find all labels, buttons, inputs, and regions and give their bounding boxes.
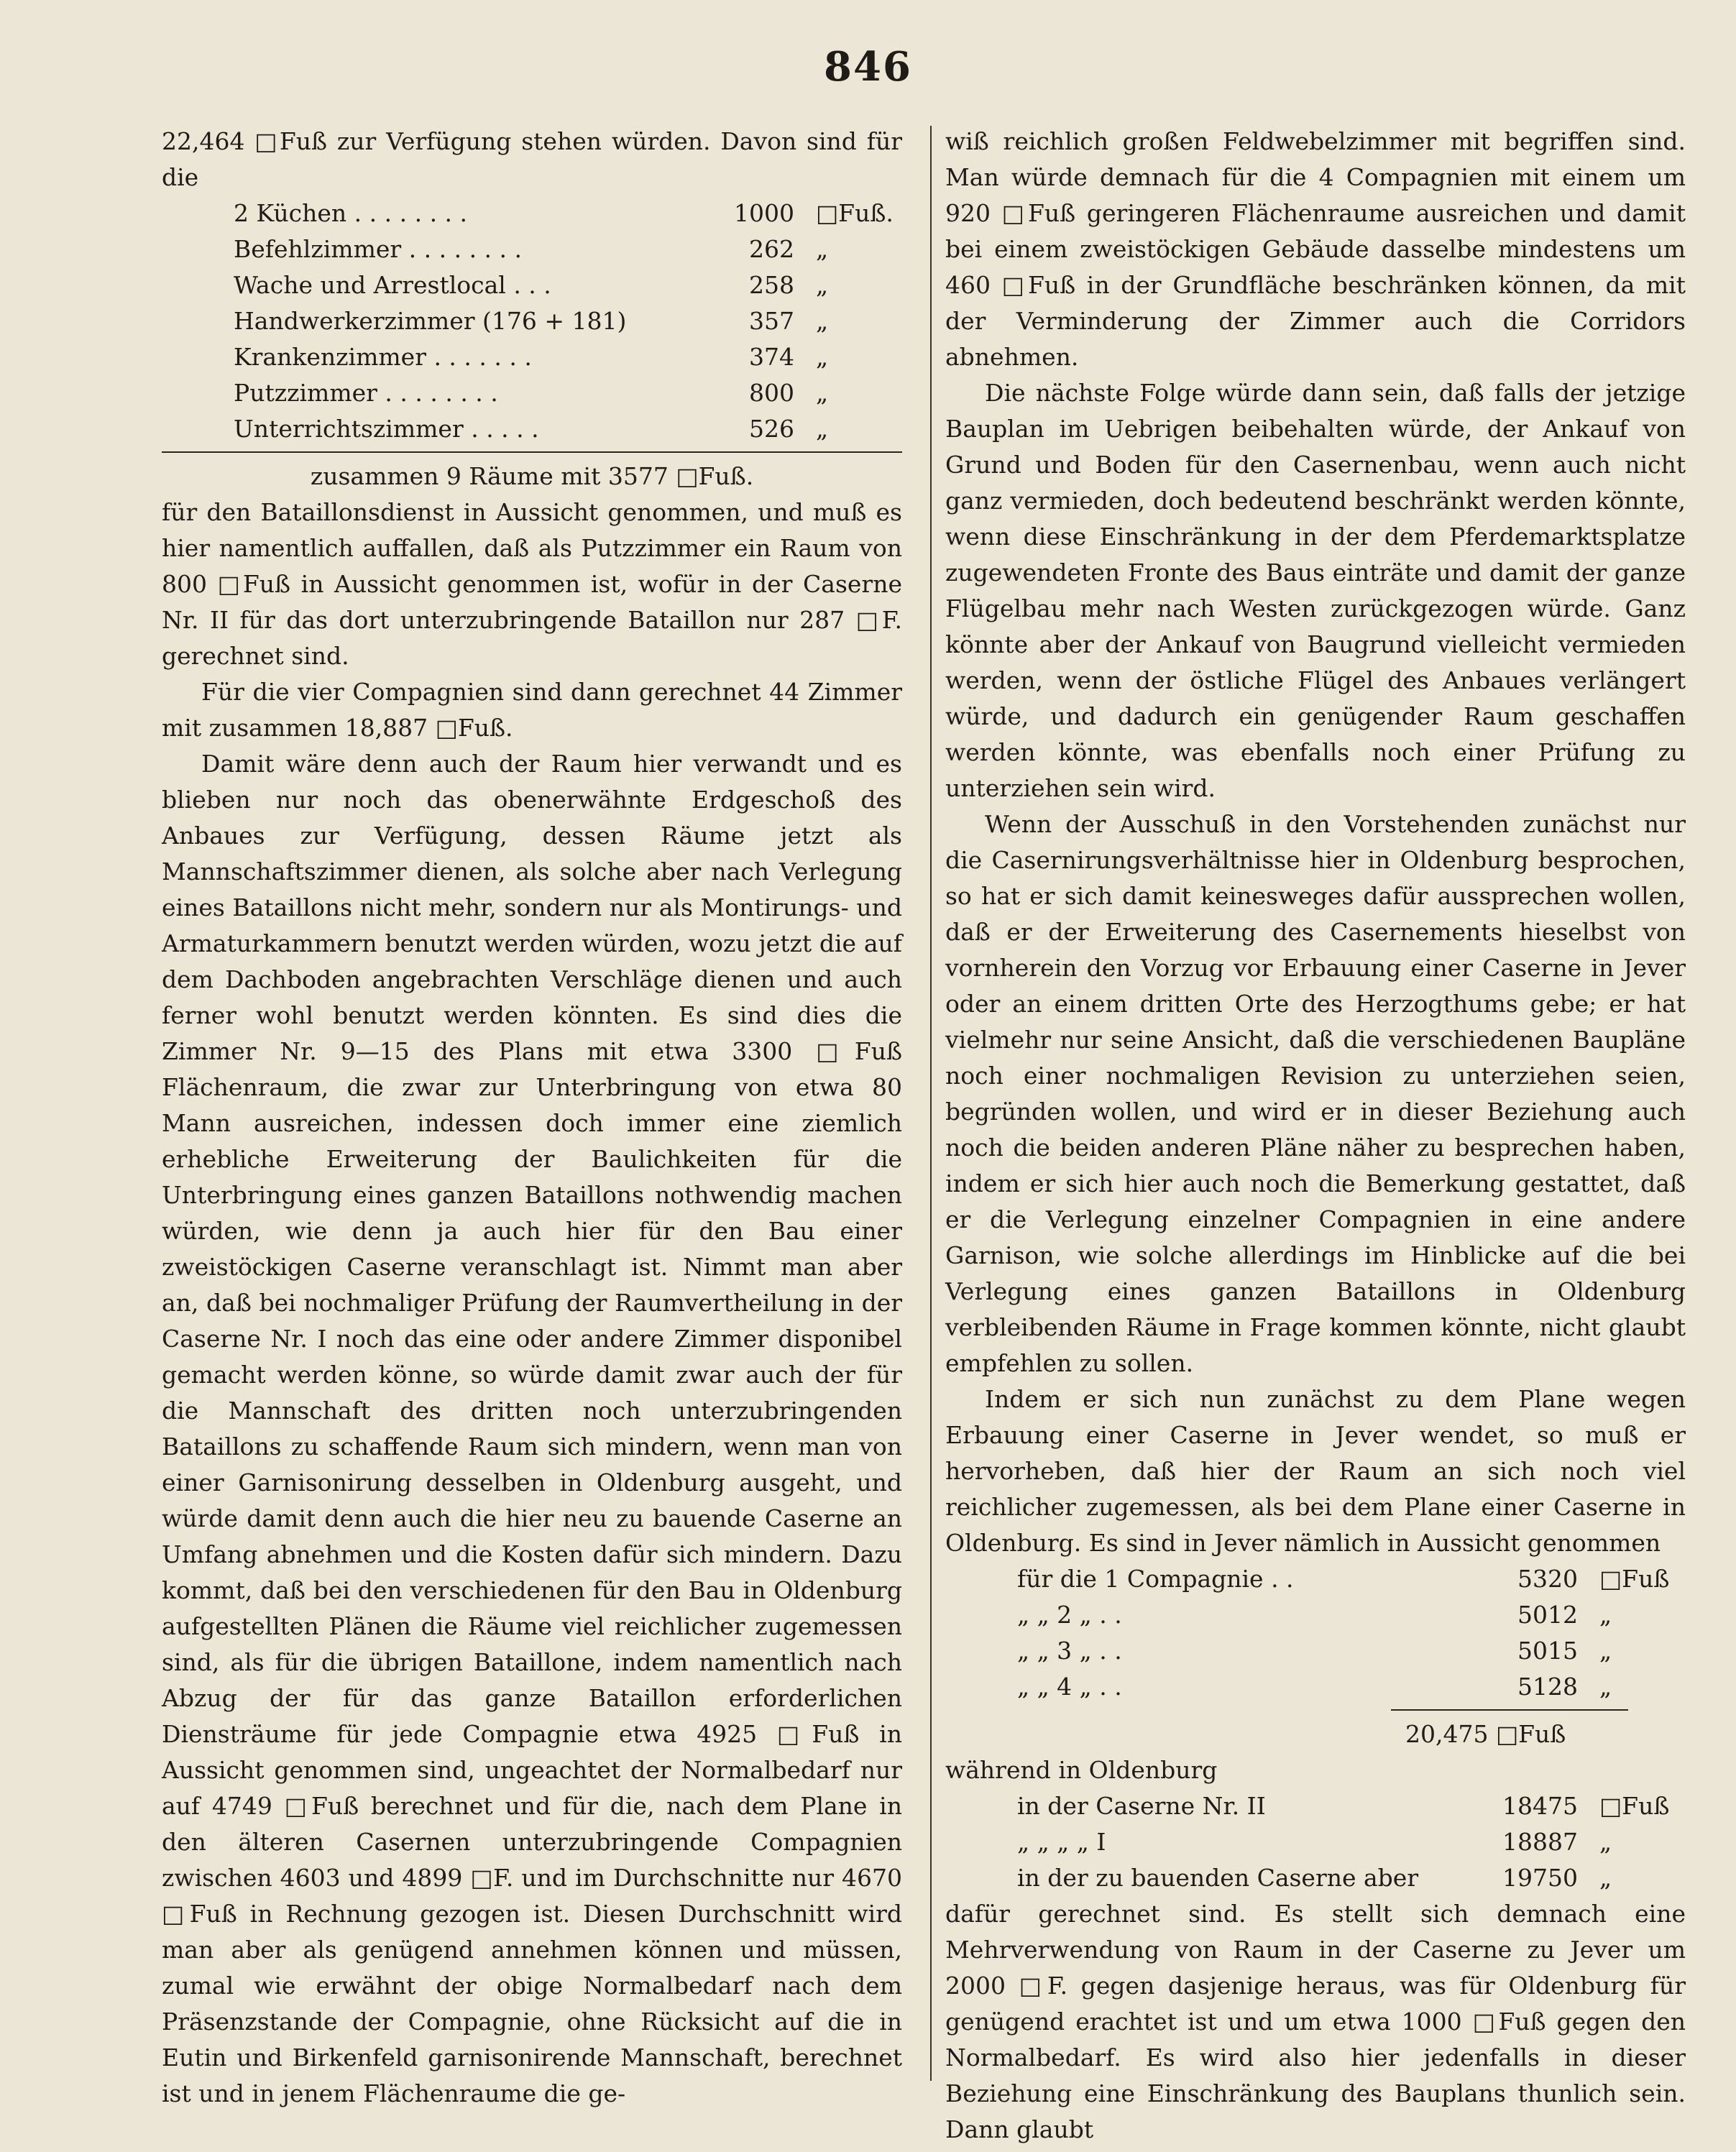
jever-row	[945, 1561, 1686, 1597]
room-row-label: Krankenzimmer . . . . . . .	[234, 343, 532, 371]
jever-row-value: 5015	[1517, 1637, 1578, 1665]
room-row-unit: „	[816, 415, 829, 443]
room-row-label: Handwerkerzimmer (176 + 181)	[234, 307, 627, 335]
right-paragraph-5: dafür gerechnet sind. Es stellt sich demnach eine Mehrverwendung von Raum in der Caserne zu Jever um 2000 □F. gegen dasjenige heraus, was für Oldenburg für genügend erachtet ist und um etwa 1000 □Fuß gegen den Normalbedarf. Es wird also hier jedenfalls in dieser Beziehung eine Einschränkung des Bauplans thunlich sein. Dann glaubt	[945, 1900, 1686, 2143]
jever-row-unit: „	[1599, 1601, 1612, 1629]
room-row-value: 258	[749, 271, 794, 299]
jever-row	[945, 1597, 1686, 1633]
left-column	[162, 124, 902, 2112]
intro-text: 22,464 □Fuß zur Verfügung stehen würden. Davon sind für die	[162, 127, 902, 191]
oldenburg-intro: während in Oldenburg	[945, 1756, 1218, 1784]
jever-row-label: „ „ 4 „ . .	[1017, 1673, 1122, 1701]
oldenburg-row	[945, 1860, 1686, 1896]
oldenburg-row-unit: „	[1599, 1828, 1612, 1856]
oldenburg-table	[945, 1788, 1686, 1896]
room-row-value: 526	[749, 415, 794, 443]
room-row-value: 374	[749, 343, 794, 371]
room-row-unit: „	[816, 379, 829, 407]
jever-row-value: 5128	[1517, 1673, 1578, 1701]
oldenburg-row-unit: „	[1599, 1864, 1612, 1892]
rooms-table	[162, 196, 902, 447]
jever-row	[945, 1669, 1686, 1705]
room-row-unit: „	[816, 271, 829, 299]
sum-rule	[162, 451, 902, 453]
room-row-label: Befehlzimmer . . . . . . . .	[234, 235, 522, 263]
room-row-label: 2 Küchen . . . . . . . .	[234, 199, 468, 227]
oldenburg-row	[945, 1824, 1686, 1860]
jever-row-unit: „	[1599, 1637, 1612, 1665]
oldenburg-row-unit: □Fuß	[1599, 1792, 1670, 1820]
rooms-total: zusammen 9 Räume mit 3577 □Fuß.	[310, 462, 754, 490]
right-paragraph-2: Die nächste Folge würde dann sein, daß falls der jetzige Bauplan im Uebrigen beibehalten würde, der Ankauf von Grund und Boden für den Casernenbau, wenn auch nicht ganz vermieden, doch bedeutend beschränkt werden könnte, wenn diese Einschränkung in der dem Pferdemarktsplatze zugewendeten Fronte des Baus einträte und damit der ganze Flügelbau mehr nach Westen zurückgezogen würde. Ganz könnte aber der Ankauf von Baugrund vielleicht vermieden werden, wenn der östliche Flügel des Anbaues verlängert würde, und dadurch ein genügender Raum geschaffen werden könnte, was ebenfalls noch einer Prüfung zu unterziehen sein wird.	[945, 379, 1686, 802]
jever-table	[945, 1561, 1686, 1705]
right-paragraph-1: wiß reichlich großen Feldwebelzimmer mit begriffen sind. Man würde demnach für die 4 Compagnien mit einem um 920 □Fuß geringeren Flächenraume ausreichen und damit bei einem zweistöckigen Gebäude dasselbe mindestens um 460 □Fuß in der Grundfläche beschränken können, da mit der Verminderung der Zimmer auch die Corridors abnehmen.	[945, 127, 1686, 371]
room-row-unit: „	[816, 307, 829, 335]
jever-row-unit: □Fuß	[1599, 1565, 1670, 1593]
room-row-value: 357	[749, 307, 794, 335]
column-divider	[930, 126, 932, 2081]
oldenburg-row-value: 18887	[1502, 1828, 1578, 1856]
room-row-unit: □Fuß.	[816, 199, 894, 227]
left-paragraph-1: für den Bataillonsdienst in Aussicht genommen, und muß es hier namentlich auffallen, daß als Putzzimmer ein Raum von 800 □Fuß in Aussicht genommen ist, wofür in der Caserne Nr. II für das dort unterzubringende Bataillon nur 287 □F. gerechnet sind.	[162, 498, 902, 670]
page-number: 846	[824, 43, 912, 91]
oldenburg-row-value: 18475	[1502, 1792, 1578, 1820]
oldenburg-row	[945, 1788, 1686, 1824]
jever-row-value: 5012	[1517, 1601, 1578, 1629]
jever-row-label: „ „ 3 „ . .	[1017, 1637, 1122, 1665]
room-row	[162, 196, 902, 231]
room-row-label: Unterrichtszimmer . . . . .	[234, 415, 539, 443]
oldenburg-row-value: 19750	[1502, 1864, 1578, 1892]
left-paragraph-3: Damit wäre denn auch der Raum hier verwandt und es blieben nur noch das obenerwähnte Erdgeschoß des Anbaues zur Verfügung, dessen Räume jetzt als Mannschaftszimmer dienen, als solche aber nach Verlegung eines Bataillons nicht mehr, sondern nur als Montirungs- und Armaturkammern benutzt werden würden, wozu jetzt die auf dem Dachboden angebrachten Verschläge dienen und auch ferner wohl benutzt werden könnten. Es sind dies die Zimmer Nr. 9—15 des Plans mit etwa 3300 □Fuß Flächenraum, die zwar zur Unterbringung von etwa 80 Mann ausreichen, indessen doch immer eine ziemlich erhebliche Erweiterung der Baulichkeiten für die Unterbringung eines ganzen Bataillons nothwendig machen würden, wie denn ja auch hier für den Bau einer zweistöckigen Caserne veranschlagt ist. Nimmt man aber an, daß bei nochmaliger Prüfung der Raumvertheilung in der Caserne Nr. I noch das eine oder andere Zimmer disponibel gemacht werden könne, so würde damit zwar auch der für die Mannschaft des dritten noch unterzubringenden Bataillons zu schaffende Raum sich mindern, wenn man von einer Garnisonirung desselben in Oldenburg ausgeht, und würde damit denn auch die hier neu zu bauende Caserne an Umfang abnehmen und die Kosten dafür sich mindern. Dazu kommt, daß bei den verschiedenen für den Bau in Oldenburg aufgestellten Plänen die Räume viel reichlicher zugemessen sind, als für die übrigen Bataillone, indem namentlich nach Abzug der für das ganze Bataillon erforderlichen Diensträume für jede Compagnie etwa 4925 □Fuß in Aussicht genommen sind, ungeachtet der Normalbedarf nur auf 4749 □Fuß berechnet und für die, nach dem Plane in den älteren Casernen unterzubringende Compagnien zwischen 4603 und 4899 □F. und im Durchschnitte nur 4670 □Fuß in Rechnung gezogen ist. Diesen Durchschnitt wird man aber als genügend annehmen können und müssen, zumal wie erwähnt der obige Normalbedarf nach dem Präsenzstande der Compagnie, ohne Rücksicht auf die in Eutin und Birkenfeld garnisonirende Mannschaft, berechnet ist und in jenem Flächenraume die ge-	[162, 750, 902, 2107]
oldenburg-row-label: in der zu bauenden Caserne aber	[1017, 1864, 1419, 1892]
jever-row-unit: „	[1599, 1673, 1612, 1701]
room-row-unit: „	[816, 235, 829, 263]
jever-row-label: „ „ 2 „ . .	[1017, 1601, 1122, 1629]
room-row-value: 262	[749, 235, 794, 263]
jever-row	[945, 1633, 1686, 1669]
jever-total: 20,475 □Fuß	[1405, 1720, 1566, 1748]
right-paragraph-4: Indem er sich nun zunächst zu dem Plane wegen Erbauung einer Caserne in Jever wendet, so muß er hervorheben, daß hier der Raum an sich noch viel reichlicher zugemessen, als bei dem Plane einer Caserne in Oldenburg. Es sind in Jever nämlich in Aussicht genommen	[945, 1385, 1686, 1557]
room-row	[162, 303, 902, 339]
room-row-label: Wache und Arrestlocal . . .	[234, 271, 551, 299]
room-row-value: 1000	[734, 199, 794, 227]
left-paragraph-2: Für die vier Compagnien sind dann gerechnet 44 Zimmer mit zusammen 18,887 □Fuß.	[162, 678, 902, 742]
oldenburg-row-label: „ „ „ „ I	[1017, 1828, 1106, 1856]
oldenburg-row-label: in der Caserne Nr. II	[1017, 1792, 1266, 1820]
room-row	[162, 339, 902, 375]
room-row-value: 800	[749, 379, 794, 407]
room-row	[162, 231, 902, 267]
room-row-label: Putzzimmer . . . . . . . .	[234, 379, 498, 407]
jever-sum-rule	[1391, 1709, 1628, 1711]
jever-row-value: 5320	[1517, 1565, 1578, 1593]
room-row	[162, 375, 902, 411]
right-paragraph-3: Wenn der Ausschuß in den Vorstehenden zunächst nur die Casernirungsverhältnisse hier in Oldenburg besprochen, so hat er sich damit keinesweges dafür aussprechen wollen, daß er der Erweiterung des Casernements hieselbst von vornherein den Vorzug vor Erbauung einer Caserne in Jever oder an einem dritten Orte des Herzogthums gebe; er hat vielmehr nur seine Ansicht, daß die verschiedenen Baupläne noch einer nochmaligen Revision zu unterziehen seien, begründen wollen, und wird er in dieser Beziehung auch noch die beiden anderen Pläne näher zu besprechen haben, indem er sich hier auch noch die Bemerkung gestattet, daß er die Verlegung einzelner Compagnien in eine andere Garnison, wie solche allerdings im Hinblicke auf die bei Verlegung eines ganzen Bataillons in Oldenburg verbleibenden Räume in Frage kommen könnte, nicht glaubt empfehlen zu sollen.	[945, 810, 1686, 1377]
jever-row-label: für die 1 Compagnie . .	[1017, 1565, 1294, 1593]
right-column	[945, 124, 1686, 2148]
room-row	[162, 267, 902, 303]
room-row-unit: „	[816, 343, 829, 371]
room-row	[162, 411, 902, 447]
